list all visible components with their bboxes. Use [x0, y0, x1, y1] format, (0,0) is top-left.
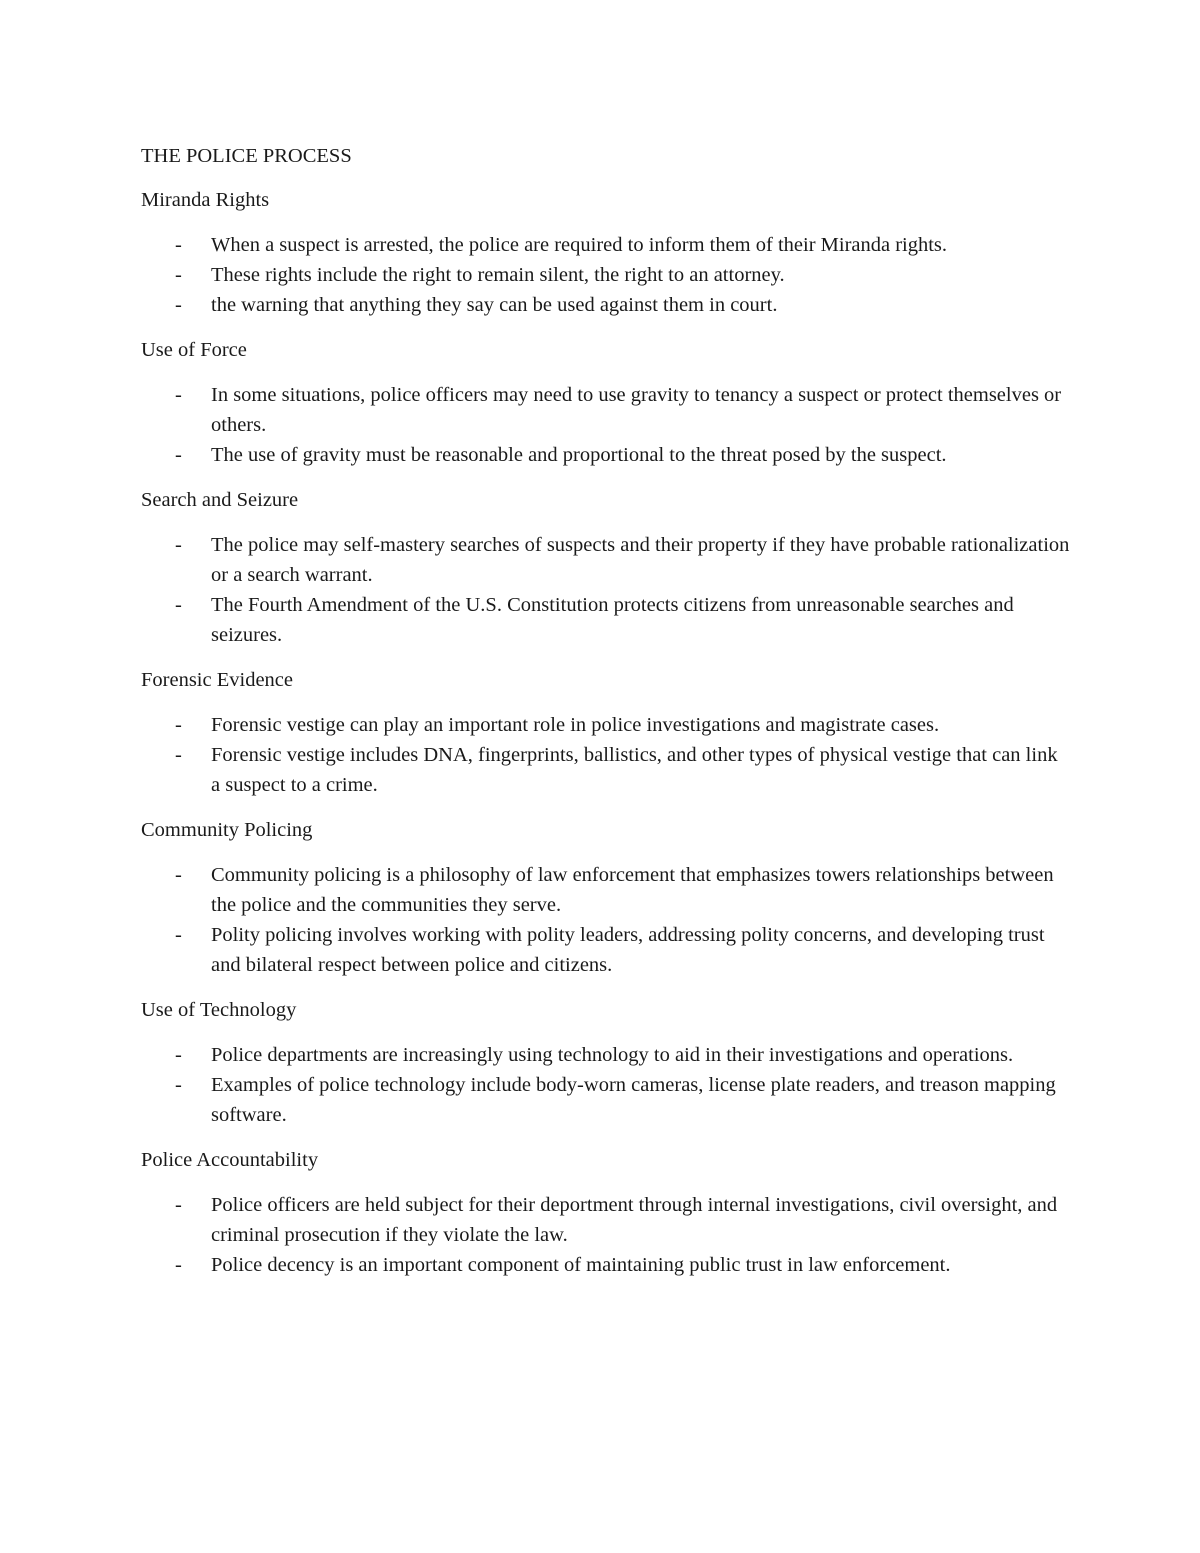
section-miranda-rights — [141, 185, 1071, 320]
bullet-item — [141, 920, 1071, 980]
bullet-text: The Fourth Amendment of the U.S. Constitution protects citizens from unreasonable searches and seizures. — [211, 594, 1014, 646]
bullet-text: the warning that anything they say can be used against them in court. — [211, 294, 778, 316]
bullet-item — [141, 1070, 1071, 1130]
bullet-list — [141, 1190, 1071, 1280]
bullet-item — [141, 1250, 1071, 1280]
bullet-dash: - — [175, 534, 182, 556]
bullet-dash: - — [175, 924, 182, 946]
bullet-item — [141, 290, 1071, 320]
bullet-list — [141, 710, 1071, 800]
bullet-text: Examples of police technology include body-worn cameras, license plate readers, and treason mapping software. — [211, 1074, 1056, 1126]
document-body — [141, 141, 1071, 1295]
section-police-accountability — [141, 1145, 1071, 1280]
section-forensic-evidence — [141, 665, 1071, 800]
bullet-dash: - — [175, 744, 182, 766]
bullet-item — [141, 380, 1071, 440]
bullet-item — [141, 1190, 1071, 1250]
bullet-text: In some situations, police officers may need to use gravity to tenancy a suspect or protect themselves or others. — [211, 384, 1062, 436]
bullet-item — [141, 710, 1071, 740]
bullet-dash: - — [175, 1194, 182, 1216]
bullet-dash: - — [175, 1254, 182, 1276]
bullet-list — [141, 530, 1071, 650]
bullet-text: The use of gravity must be reasonable and proportional to the threat posed by the suspect. — [211, 444, 947, 466]
section-heading: Community Policing — [141, 819, 313, 841]
bullet-item — [141, 440, 1071, 470]
section-heading: Use of Force — [141, 339, 247, 361]
bullet-dash: - — [175, 294, 182, 316]
section-heading: Miranda Rights — [141, 189, 270, 211]
bullet-text: Police decency is an important component of maintaining public trust in law enforcement. — [211, 1254, 951, 1276]
bullet-item — [141, 590, 1071, 650]
bullet-dash: - — [175, 714, 182, 736]
bullet-list — [141, 380, 1071, 470]
section-use-of-technology — [141, 995, 1071, 1130]
document-title: THE POLICE PROCESS — [141, 145, 352, 167]
bullet-text: Police departments are increasingly using technology to aid in their investigations and operations. — [211, 1044, 1014, 1066]
bullet-item — [141, 260, 1071, 290]
bullet-dash: - — [175, 1044, 182, 1066]
bullet-item — [141, 1040, 1071, 1070]
section-heading: Forensic Evidence — [141, 669, 293, 691]
bullet-text: Forensic vestige can play an important role in police investigations and magistrate cases. — [211, 714, 940, 736]
bullet-list — [141, 860, 1071, 980]
section-heading: Use of Technology — [141, 999, 297, 1021]
bullet-item — [141, 530, 1071, 590]
bullet-list — [141, 230, 1071, 320]
bullet-text: Polity policing involves working with polity leaders, addressing polity concerns, and developing trust and bilateral respect between police and citizens. — [211, 924, 1045, 976]
bullet-dash: - — [175, 264, 182, 286]
bullet-text: These rights include the right to remain silent, the right to an attorney. — [211, 264, 785, 286]
bullet-text: Police officers are held subject for their deportment through internal investigations, civil oversight, and criminal prosecution if they violate the law. — [211, 1194, 1058, 1246]
bullet-dash: - — [175, 594, 182, 616]
bullet-text: When a suspect is arrested, the police are required to inform them of their Miranda rights. — [211, 234, 948, 256]
bullet-text: Community policing is a philosophy of law enforcement that emphasizes towers relationships between the police and the communities they serve. — [211, 864, 1054, 916]
section-heading: Police Accountability — [141, 1149, 319, 1171]
bullet-dash: - — [175, 1074, 182, 1096]
bullet-text: The police may self-mastery searches of suspects and their property if they have probable rationalization or a search warrant. — [211, 534, 1070, 586]
bullet-item — [141, 230, 1071, 260]
bullet-list — [141, 1040, 1071, 1130]
bullet-text: Forensic vestige includes DNA, fingerprints, ballistics, and other types of physical vestige that can link a suspect to a crime. — [211, 744, 1058, 796]
bullet-dash: - — [175, 384, 182, 406]
bullet-item — [141, 860, 1071, 920]
bullet-dash: - — [175, 444, 182, 466]
bullet-dash: - — [175, 864, 182, 886]
bullet-dash: - — [175, 234, 182, 256]
section-search-and-seizure — [141, 485, 1071, 650]
section-community-policing — [141, 815, 1071, 980]
section-heading: Search and Seizure — [141, 489, 299, 511]
bullet-item — [141, 740, 1071, 800]
section-use-of-force — [141, 335, 1071, 470]
